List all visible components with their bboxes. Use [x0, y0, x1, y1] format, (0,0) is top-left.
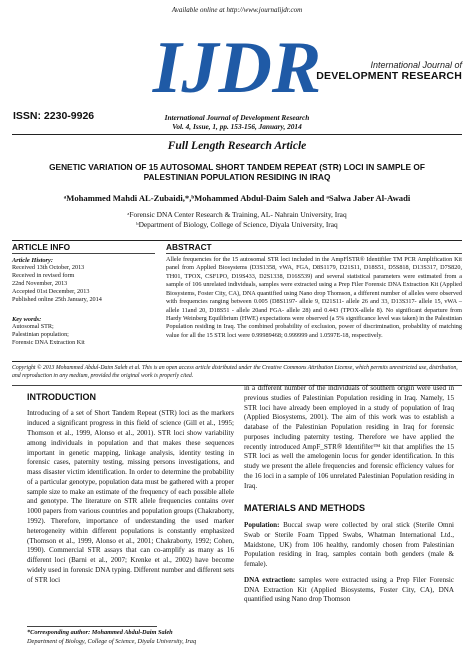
abstract-text: Allele frequencies for the 15 autosomal STR loci included in the AmpFlSTR® Identifiler TM PCR Amplification Kit panel from Applied Biosystems (D3S1358, vWA, FGA, D8S1179, D21S11, D18S51, D5S818, D13S317, D7S820, TH01, TPOX, CSF1PO, D19S433, D2S1338, D16S539) and several statistical parameters were estimated from a sample of 106 unrelated individuals, samples were extracted using a Prep Filer Forensic DNA Extraction Kit (Applied Biosystems, Foster City, CA), DNA quantified using Nano drop Thomson, a different number of alleles were observed with frequencies ranging between 0.005 (D8S1197- allele 9, D21S11- allele 26 and 33, D13S317- allele 15, vWA – allele 11and 20, D18S51 - allele 20and FGA- allele 28) and 0.443 (TPOX-allele 8). No significant departure from Hardy Weinberg Equilibrium (HWE) expectations were observed (a 5% significance level was taken) in the Palestinian Population residing in Iraq. The combined probability of exclusion, power of discrimination, probability of matching value for all the 15 STR loci were 0.99989468; 0.999999 and 1.0597E-18, respectively.	[166, 256, 462, 339]
keyword: Palestinian population;	[12, 331, 69, 339]
right-column	[244, 384, 454, 605]
article-history	[12, 257, 155, 304]
article-title-line1: GENETIC VARIATION OF 15 AUTOSOMAL SHORT TANDEM REPEAT (STR) LOCI IN SAMPLE OF	[49, 162, 425, 172]
abstract-heading: ABSTRACT	[166, 242, 212, 252]
footnote-rule	[27, 626, 157, 627]
journal-info-line2: Vol. 4, Issue, 1, pp. 153-156, January, 2014	[172, 122, 302, 132]
info-sub-rule-right	[166, 253, 462, 254]
copyright-notice: Copyright © 2013 Mohammed Abdul-Daim Saleh et al. This is an open access article distributed under the Creative Commons Attribution License, which permits unrestricted use, distribution, and reproduction in any medium, provided the original work is properly cited.	[12, 365, 458, 379]
corresponding-address: Department of Biology, College of Science, Diyala University, Iraq	[27, 637, 197, 645]
history-line: 22nd November, 2013	[12, 280, 68, 288]
dna-extraction-text: samples were extracted using a Prep Filer Forensic DNA Extraction Kit (Applied Biosystems, Foster City, CA), DNA quantified using Nano drop Thomson	[244, 575, 455, 604]
intro-continued-text: in a different number of the individuals of southern origin were used in previous studies of Palestinian Population residing in Iraq. Namely, 15 STR loci have already been employed in a study of population of Iraq (Applied Biosystems, 2001). The aim of this work was to establish a database of the Palestinian Population residing in Iraq for forensic purposes including paternity testing. Therefore we have applied the recently introduced AmpF_STR® Identifiler™ kit that amplifies the 15 STR loci as well the amelogenin locus for gender identification. In this study we present the allele frequencies and forensic efficiency values for the 16 loci in a sample of 106 unrelated Palestinian Population residing in Iraq.	[244, 384, 454, 490]
logo-text: IJDR	[152, 27, 322, 109]
keywords	[12, 316, 155, 347]
keyword: Autosomal STR;	[12, 323, 54, 330]
journal-info	[0, 113, 474, 132]
keywords-label: Key words:	[12, 316, 42, 323]
history-label: Article History:	[12, 257, 54, 264]
affiliation-b: ᵇDepartment of Biology, College of Science, Diyala University, Iraq	[136, 219, 338, 229]
population-paragraph	[244, 521, 454, 570]
journal-name-line1: International Journal of	[370, 60, 462, 70]
population-text: Buccal swap were collected by oral stick (Sterile Omni Swab or Sterile Foam Tipped Swabs, Whatman International Ltd., Maidstone, UK) from 106 healthy, randomly chosen from Palestinian Population residing in Iraq, samples contain both genders (male & female).	[244, 521, 454, 569]
info-top-rule	[12, 240, 462, 241]
issn: ISSN: 2230-9926	[13, 110, 95, 122]
introduction-heading: INTRODUCTION	[27, 392, 96, 402]
introduction-section	[27, 391, 234, 585]
article-title	[18, 162, 456, 183]
authors: ᵃMohammed Mahdi AL-Zubaidi,*,ᵇMohammed Abdul-Daim Saleh and ᵃSalwa Jaber Al-Awadi	[63, 193, 411, 203]
history-line: Published online 25th January, 2014	[12, 296, 102, 304]
header-divider	[12, 134, 462, 135]
history-line: Accepted 01st December, 2013	[12, 288, 90, 296]
article-info-heading: ARTICLE INFO	[12, 242, 71, 252]
journal-logo	[145, 14, 330, 114]
keyword: Forensic DNA Extraction Kit	[12, 339, 85, 347]
history-line: Received 13th October, 2013	[12, 264, 85, 271]
affiliation-a: ᵃForensic DNA Center Research & Training, AL- Nahrain University, Iraq	[127, 210, 347, 219]
journal-info-line1: International Journal of Development Research	[164, 113, 310, 122]
abstract-bottom-rule	[12, 361, 462, 362]
article-type-label: Full Length Research Article	[167, 140, 307, 152]
info-sub-rule-left	[12, 253, 155, 254]
corresponding-author	[27, 629, 234, 646]
corresponding-label: *Corresponding author: Mohammed Abdul-Daim Saleh	[27, 629, 173, 636]
available-online-text: Available online at http://www.journalijdr.com	[171, 6, 303, 14]
journal-name	[316, 60, 462, 82]
methods-heading: MATERIALS AND METHODS	[244, 502, 365, 513]
population-label: Population:	[244, 521, 280, 529]
dna-extraction-label: DNA extraction:	[244, 575, 296, 584]
article-title-line2: PALESTINIAN POPULATION RESIDING IN IRAQ	[143, 172, 331, 183]
introduction-text: Introducing of a set of Short Tandem Repeat (STR) loci as the markers induced a significant progress in this field of science (Gill et al., 1995; Thomson et al., 1999, Alonso et al., 2001). STR loci show variability among individuals in population and that makes these sequences important in genetic mapping, linkage analysis, identity testing in forensic cases, paternity testing, missing persons investigations, and mass disaster victim identification. In order to determine the probability of a particular genotype, population data must be gathered with a proper sample size to make an estimate of the frequency of each possible allele and genotype. The literature on STR allele frequencies contains over 1000 papers from various countries and population groups (Chakraborty, 1992). Therefore, importance of understanding the used marker heterogeneity within different populations is constantly emphasized (Thomson et al., 1999, Alonso et al., 2001; Chakraborty, 1992; Cohen, 1990). Commercial STR assays that can co-amplify as many as 16 different loci (Barni et al., 2007; Krenke et al., 2002) have become widely used in forensic DNA typing. Different number and different sets of STR loci	[27, 409, 234, 584]
affiliations	[0, 210, 474, 230]
dna-extraction-paragraph	[244, 576, 454, 605]
journal-name-line2: DEVELOPMENT RESEARCH	[316, 70, 462, 82]
history-line: Received in revised form	[12, 272, 75, 280]
